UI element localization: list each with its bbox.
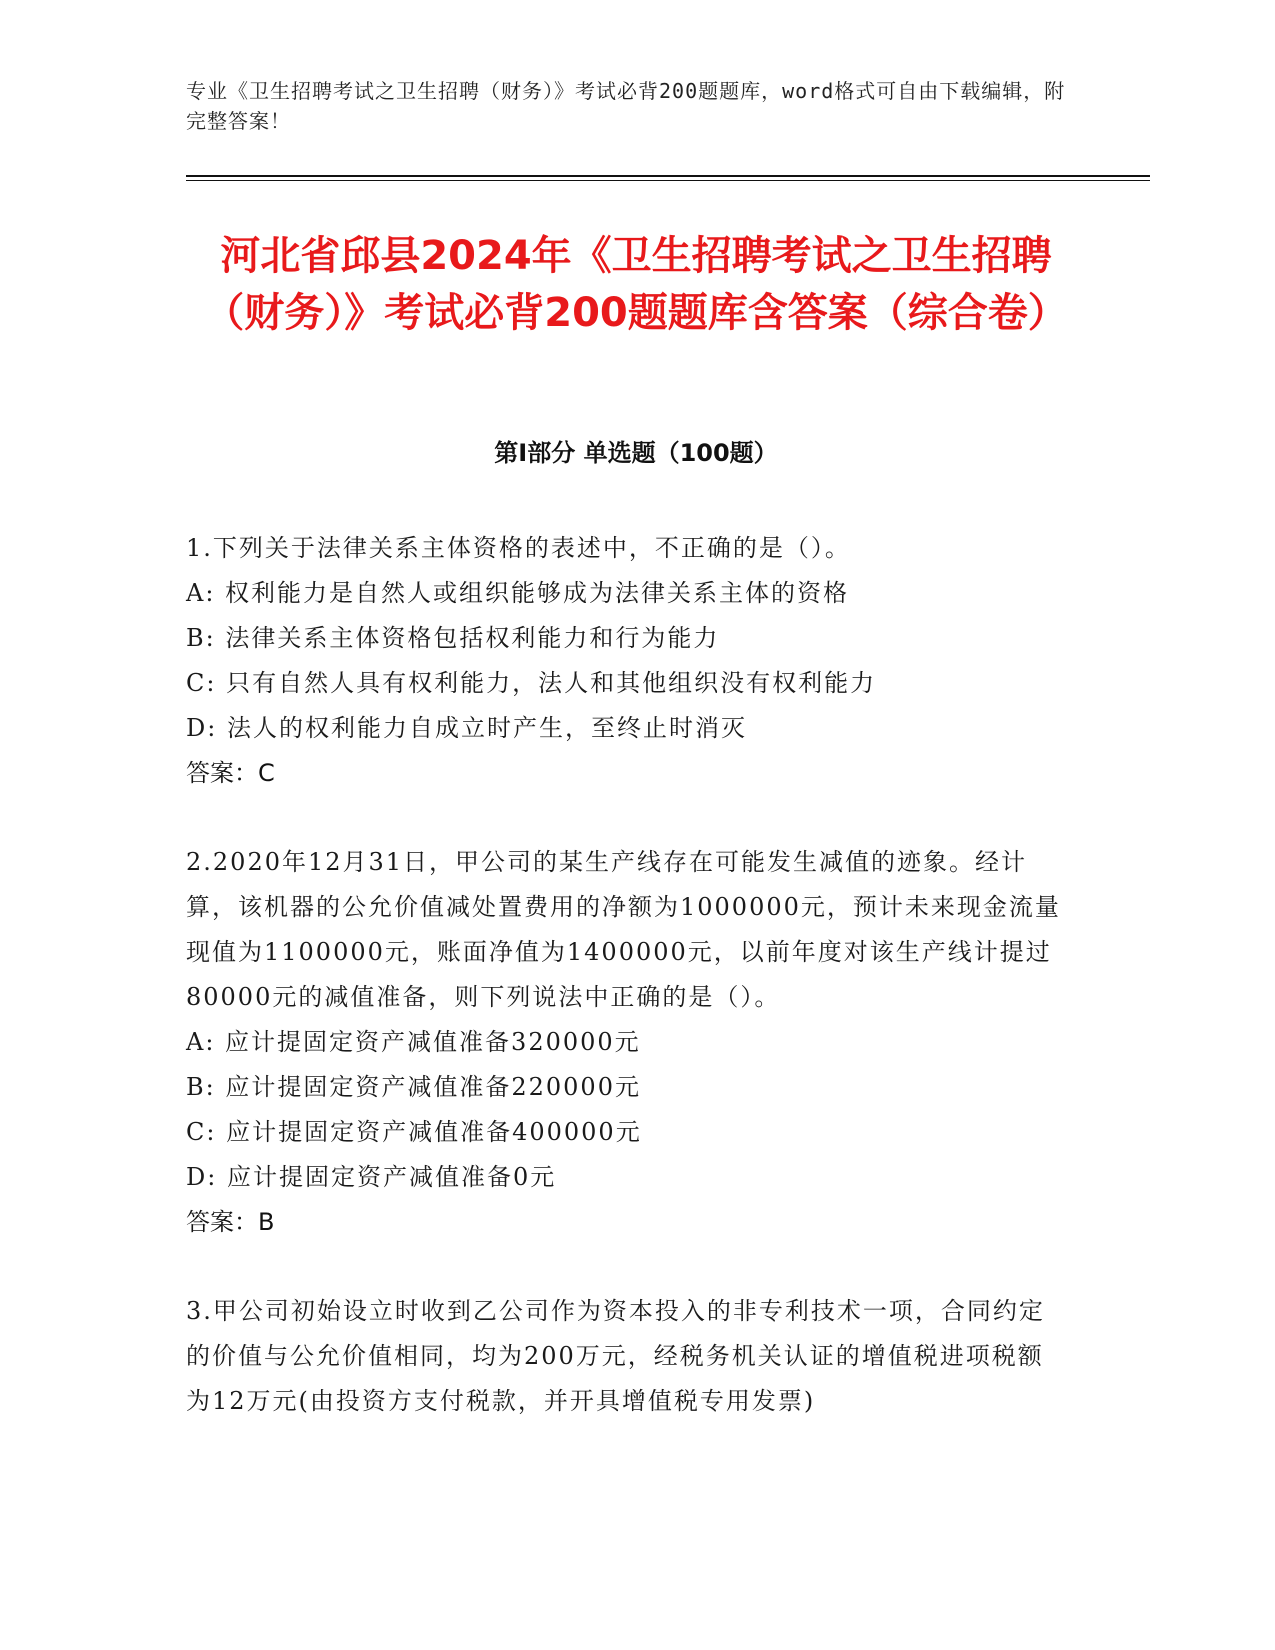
section-title: 第I部分 单选题（100题） xyxy=(494,439,778,467)
option-d: D: 法人的权利能力自成立时产生，至终止时消灭 xyxy=(186,714,747,742)
header-divider-thick xyxy=(186,175,1150,177)
option-d: D: 应计提固定资产减值准备0元 xyxy=(186,1163,557,1191)
question-text: 3.甲公司初始设立时收到乙公司作为资本投入的非专利技术一项，合同约定的价值与公允价值相同，均为200万元，经税务机关认证的增值税进项税额为12万元(由投资方支付税款，并开具增值税专用发票) xyxy=(186,1297,1045,1415)
question-1 xyxy=(186,526,1066,796)
option-a: A: 应计提固定资产减值准备320000元 xyxy=(186,1028,641,1056)
question-text: 2.2020年12月31日，甲公司的某生产线存在可能发生减值的迹象。经计算，该机器的公允价值减处置费用的净额为1000000元，预计未来现金流量现值为1100000元，账面净值为1400000元，以前年度对该生产线计提过80000元的减值准备，则下列说法中正确的是（）。 xyxy=(186,848,1061,1011)
answer: 答案：B xyxy=(186,1208,275,1236)
question-3 xyxy=(186,1289,1066,1424)
header-note: 专业《卫生招聘考试之卫生招聘（财务）》考试必背200题题库，word格式可自由下载编辑，附完整答案！ xyxy=(186,79,1066,133)
option-b: B: 应计提固定资产减值准备220000元 xyxy=(186,1073,641,1101)
option-b: B: 法律关系主体资格包括权利能力和行为能力 xyxy=(186,624,720,652)
option-c: C: 应计提固定资产减值准备400000元 xyxy=(186,1118,642,1146)
question-2 xyxy=(186,840,1066,1245)
question-text: 1.下列关于法律关系主体资格的表述中，不正确的是（）。 xyxy=(186,534,851,562)
document-title: 河北省邱县2024年《卫生招聘考试之卫生招聘（财务）》考试必背200题题库含答案（综合卷） xyxy=(204,233,1068,336)
answer: 答案：C xyxy=(186,759,275,787)
option-a: A: 权利能力是自然人或组织能够成为法律关系主体的资格 xyxy=(186,579,850,607)
question-list xyxy=(186,526,1066,1468)
header-divider-thin xyxy=(186,180,1150,181)
option-c: C: 只有自然人具有权利能力，法人和其他组织没有权利能力 xyxy=(186,669,877,697)
